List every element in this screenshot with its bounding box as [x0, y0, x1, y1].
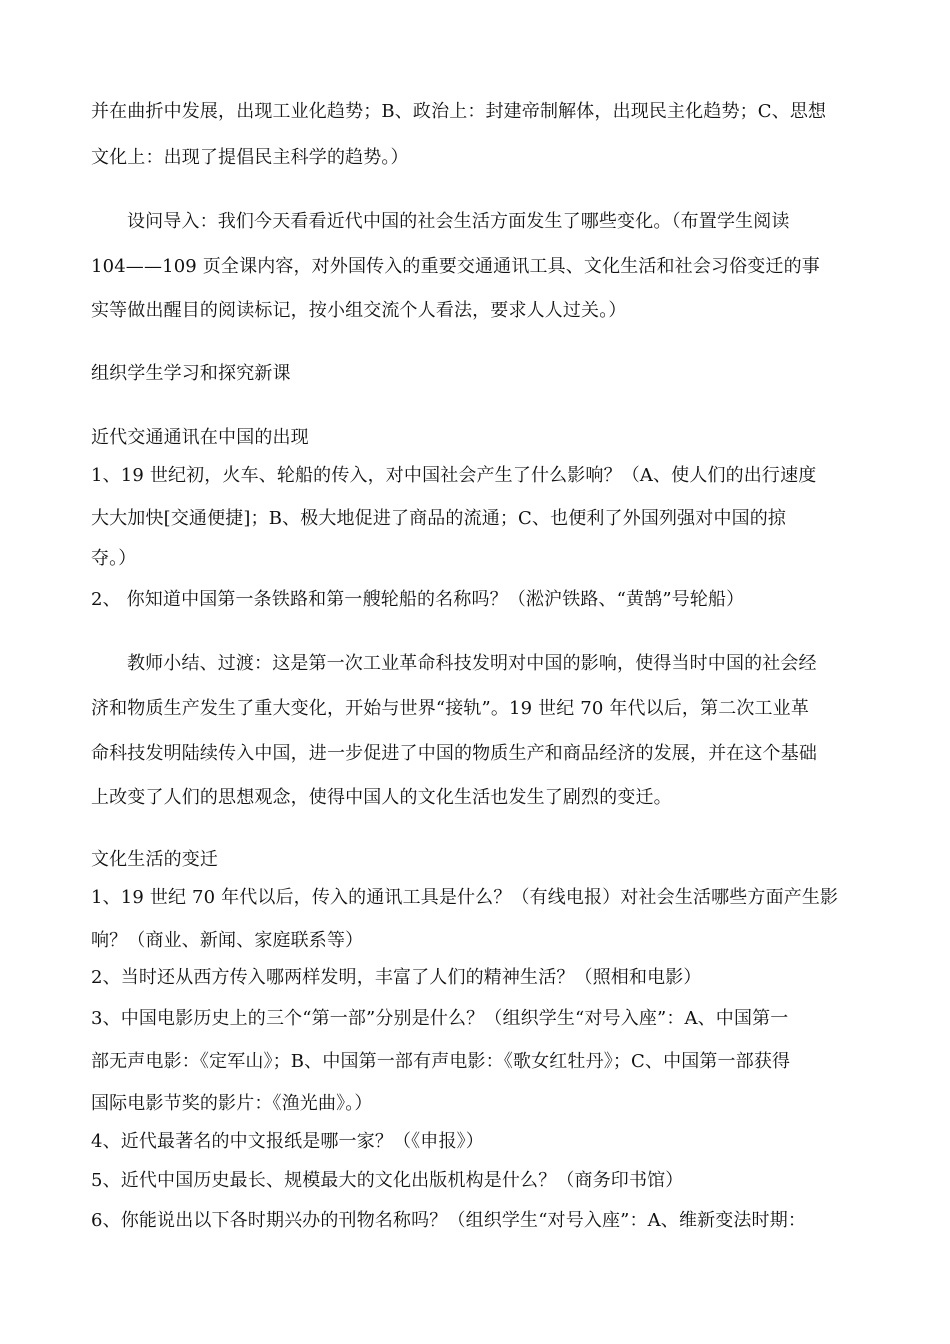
text-line: 济和物质生产发生了重大变化，开始与世界“接轨”。19 世纪 70 年代以后，第二次工业革 — [91, 698, 809, 719]
question-item: 3、中国电影历史上的三个“第一部”分别是什么？（组织学生“对号入座”：A、中国第一 — [91, 1008, 789, 1029]
text-line: 响？（商业、新闻、家庭联系等） — [91, 930, 364, 951]
text-line: 命科技发明陆续传入中国，进一步促进了中国的物质生产和商品经济的发展，并在这个基础 — [91, 743, 817, 764]
text-line: 104——109 页全课内容，对外国传入的重要交通通讯工具、文化生活和社会习俗变迁的事 — [91, 256, 820, 277]
text-line: 夺。） — [91, 548, 137, 569]
question-item: 2、当时还从西方传入哪两样发明，丰富了人们的精神生活？（照相和电影） — [91, 967, 702, 988]
question-item: 6、你能说出以下各时期兴办的刊物名称吗？（组织学生“对号入座”：A、维新变法时期： — [91, 1210, 807, 1231]
text-line: 部无声电影：《定军山》；B、中国第一部有声电影：《歌女红牡丹》；C、中国第一部获得 — [91, 1051, 791, 1072]
section-heading: 组织学生学习和探究新课 — [91, 363, 291, 384]
paragraph-intro-line: 设问导入：我们今天看看近代中国的社会生活方面发生了哪些变化。（布置学生阅读 — [127, 211, 790, 232]
question-item: 1、19 世纪 70 年代以后，传入的通讯工具是什么？（有线电报）对社会生活哪些方面产生影 — [91, 887, 839, 908]
section-heading: 文化生活的变迁 — [91, 849, 219, 870]
question-item: 1、19 世纪初，火车、轮船的传入，对中国社会产生了什么影响？（A、使人们的出行速度 — [91, 465, 817, 486]
question-item: 2、 你知道中国第一条铁路和第一艘轮船的名称吗？（淞沪铁路、“黄鹄”号轮船） — [91, 589, 745, 610]
text-line: 文化上：出现了提倡民主科学的趋势。） — [91, 147, 409, 168]
question-item: 5、近代中国历史最长、规模最大的文化出版机构是什么？（商务印书馆） — [91, 1170, 684, 1191]
question-item: 4、近代最著名的中文报纸是哪一家？（《申报》） — [91, 1131, 484, 1152]
text-line: 国际电影节奖的影片：《渔光曲》。） — [91, 1093, 373, 1114]
text-line: 并在曲折中发展，出现工业化趋势；B、政治上：封建帝制解体，出现民主化趋势；C、思想 — [91, 101, 827, 122]
text-line: 大大加快[交通便捷]；B、极大地促进了商品的流通；C、也便利了外国列强对中国的掠 — [91, 508, 787, 529]
text-line: 上改变了人们的思想观念，使得中国人的文化生活也发生了剧烈的变迁。 — [91, 787, 672, 808]
text-line: 实等做出醒目的阅读标记，按小组交流个人看法，要求人人过关。） — [91, 300, 627, 321]
paragraph-summary-line: 教师小结、过渡：这是第一次工业革命科技发明对中国的影响，使得当时中国的社会经 — [127, 653, 817, 674]
section-heading: 近代交通通讯在中国的出现 — [91, 427, 309, 448]
